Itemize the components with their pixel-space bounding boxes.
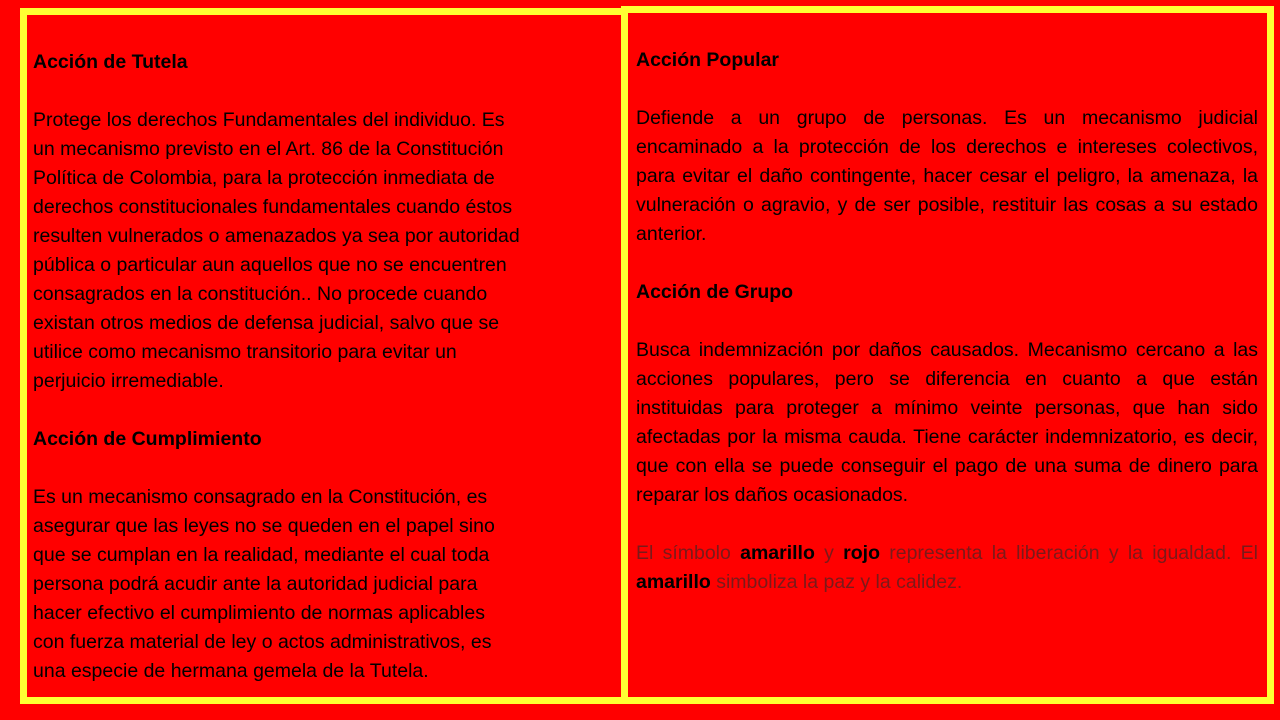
text-line: Política de Colombia, para la protección inmediata de — [33, 167, 495, 189]
text-line: derechos constitucionales fundamentales cuando éstos — [33, 196, 513, 218]
panel-right — [621, 6, 1274, 704]
heading-tutela: Acción de Tutela — [33, 51, 188, 73]
spacer — [636, 75, 1258, 104]
right-panel-content — [636, 46, 1258, 597]
spacer — [33, 396, 633, 425]
heading-grupo: Acción de Grupo — [636, 281, 794, 303]
text-line: hacer efectivo el cumplimiento de normas aplicables — [33, 602, 485, 624]
keyword-amarillo: amarillo — [636, 571, 711, 593]
text-line: con fuerza material de ley o actos administrativos, es — [33, 631, 492, 653]
text-line: consagrados en la constitución.. No procede cuando — [33, 283, 488, 305]
text-line: Protege los derechos Fundamentales del individuo. Es — [33, 109, 505, 131]
heading-popular: Acción Popular — [636, 49, 780, 71]
simbolo-text: simboliza la paz y la calidez. — [710, 571, 963, 593]
text-line: una especie de hermana gemela de la Tutela. — [33, 660, 429, 682]
text-line: perjuicio irremediable. — [33, 370, 224, 392]
simbolo-text: y — [814, 542, 844, 564]
paragraph-cumplimiento — [33, 483, 633, 686]
simbolo-text: representa la liberación y la igualdad. El — [880, 542, 1258, 564]
paragraph-grupo: Busca indemnización por daños causados. Mecanismo cercano a las acciones populares, pero se diferencia en cuanto a que están instituidas para proteger a mínimo veinte personas, que han sido afectadas por la misma cauda. Tiene carácter indemnizatorio, es decir, que con ella se puede conseguir el pago de una suma de dinero para reparar los daños ocasionados. — [636, 339, 1258, 506]
text-line: persona podrá acudir ante la autoridad judicial para — [33, 573, 478, 595]
text-line: pública o particular aun aquellos que no se encuentren — [33, 254, 507, 276]
text-line: utilice como mecanismo transitorio para evitar un — [33, 341, 457, 363]
text-line: Es un mecanismo consagrado en la Constitución, es — [33, 486, 488, 508]
paragraph-simbolo — [636, 539, 1258, 597]
text-line: existan otros medios de defensa judicial, salvo que se — [33, 312, 500, 334]
paragraph-tutela — [33, 106, 633, 396]
text-line: que se cumplan en la realidad, mediante el cual toda — [33, 544, 490, 566]
text-line: un mecanismo previsto en el Art. 86 de la Constitución — [33, 138, 504, 160]
panel-left — [20, 8, 631, 704]
simbolo-text: El símbolo — [636, 542, 741, 564]
text-line: asegurar que las leyes no se queden en el papel sino — [33, 515, 495, 537]
paragraph-popular: Defiende a un grupo de personas. Es un mecanismo judicial encaminado a la protección de los derechos e intereses colectivos, para evitar el daño contingente, hacer cesar el peligro, la amenaza, la vulneración o agravio, y de ser posible, restituir las cosas a su estado anterior. — [636, 107, 1258, 245]
spacer — [33, 77, 633, 106]
heading-cumplimiento: Acción de Cumplimiento — [33, 428, 262, 450]
spacer — [636, 510, 1258, 539]
keyword-rojo: rojo — [843, 542, 880, 564]
left-panel-content — [33, 48, 633, 686]
spacer — [636, 249, 1258, 278]
text-line: resulten vulnerados o amenazados ya sea por autoridad — [33, 225, 520, 247]
keyword-amarillo: amarillo — [740, 542, 815, 564]
spacer — [636, 307, 1258, 336]
spacer — [33, 454, 633, 483]
